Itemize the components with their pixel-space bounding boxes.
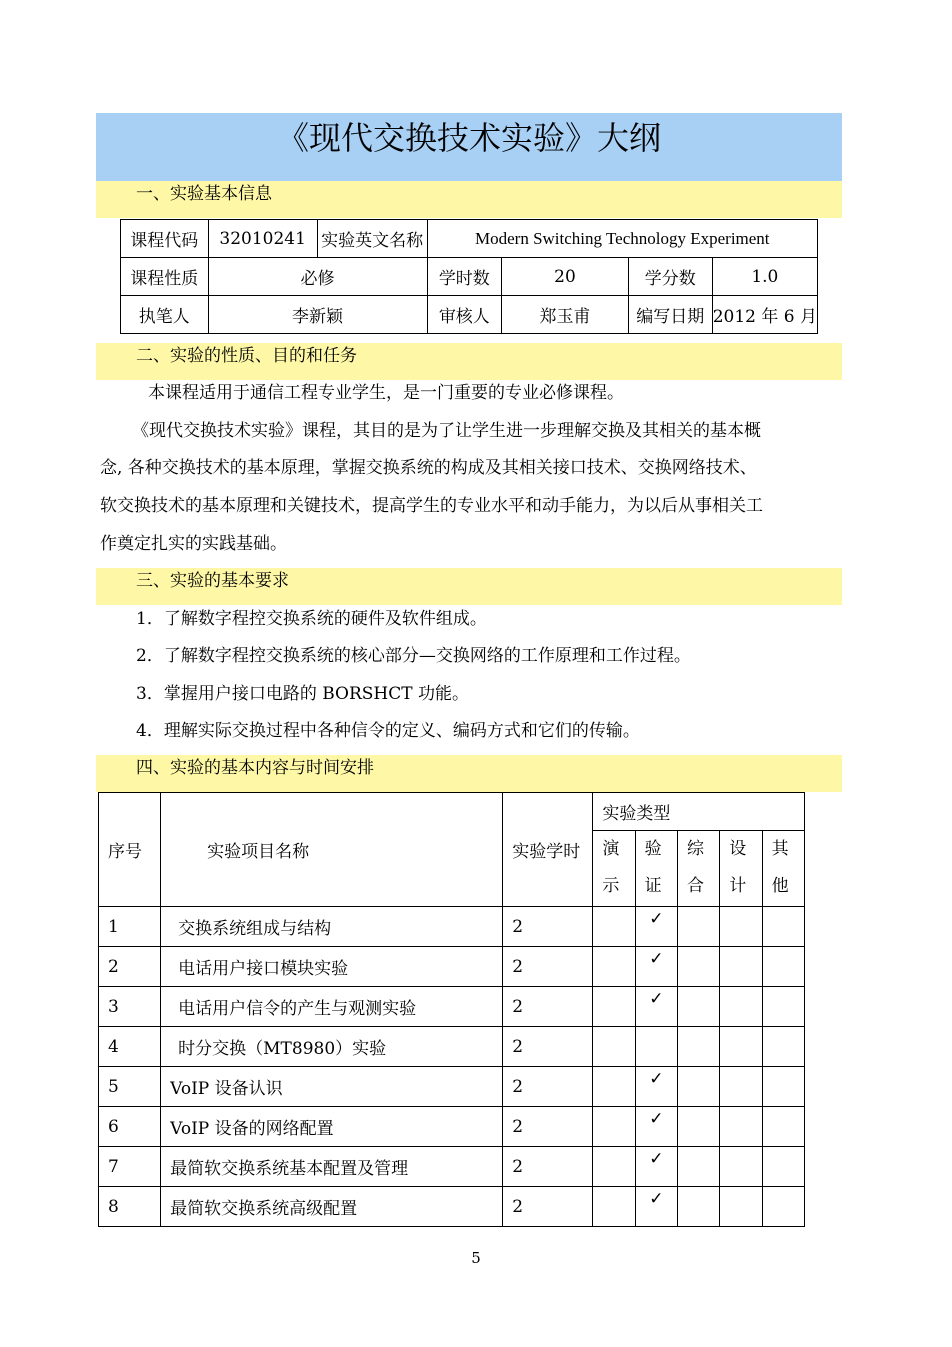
- row-name: 最简软交换系统基本配置及管理: [161, 1147, 503, 1187]
- row-name: VoIP 设备认识: [161, 1067, 503, 1107]
- author-value: 李新颖: [208, 296, 427, 334]
- course-nature-value: 必修: [208, 258, 427, 296]
- author-label: 执笔人: [121, 296, 209, 334]
- course-code-label: 课程代码: [121, 220, 209, 258]
- row-no: 4: [99, 1027, 161, 1067]
- table-row: [99, 1147, 805, 1187]
- type-comprehensive: 综 合: [677, 831, 719, 907]
- type-design: 设 计: [720, 831, 762, 907]
- cell-empty: [677, 1187, 719, 1227]
- check-icon: ✓: [635, 907, 677, 947]
- cell-empty: [720, 1067, 762, 1107]
- row-no: 3: [99, 987, 161, 1027]
- cell-empty: [593, 1147, 635, 1187]
- experiment-table: [98, 792, 805, 1227]
- check-icon: ✓: [635, 1067, 677, 1107]
- cell-empty: [762, 1067, 804, 1107]
- section-heading-purpose: 二、实验的性质、目的和任务: [96, 343, 842, 380]
- table-row: [99, 1027, 805, 1067]
- cell-empty: [593, 907, 635, 947]
- section-heading-basic-info: 一、实验基本信息: [96, 181, 842, 218]
- table-row: [121, 296, 818, 334]
- purpose-paragraph-2-line-2: 念, 各种交换技术的基本原理，掌握交换系统的构成及其相关接口技术、交换网络技术、: [100, 458, 757, 478]
- cell-empty: [593, 987, 635, 1027]
- cell-empty: [720, 1147, 762, 1187]
- row-name: 电话用户信令的产生与观测实验: [161, 987, 503, 1027]
- row-hours: 2: [503, 1067, 593, 1107]
- page-number: 5: [471, 1249, 481, 1267]
- cell-empty: [762, 1187, 804, 1227]
- cell-empty: [677, 1067, 719, 1107]
- course-nature-label: 课程性质: [121, 258, 209, 296]
- table-row: [99, 947, 805, 987]
- section-heading-content-schedule: 四、实验的基本内容与时间安排: [96, 755, 842, 792]
- purpose-paragraph-2-line-3: 软交换技术的基本原理和关键技术，提高学生的专业水平和动手能力，为以后从事相关工: [100, 496, 763, 516]
- cell-empty: [593, 1187, 635, 1227]
- cell-empty: [677, 907, 719, 947]
- row-no: 7: [99, 1147, 161, 1187]
- row-no: 1: [99, 907, 161, 947]
- type-other: 其 他: [762, 831, 804, 907]
- row-name: 电话用户接口模块实验: [161, 947, 503, 987]
- cell-empty: [677, 1147, 719, 1187]
- row-no: 5: [99, 1067, 161, 1107]
- cell-empty: [720, 1027, 762, 1067]
- table-row: [99, 1067, 805, 1107]
- table-row: [99, 1187, 805, 1227]
- cell-empty: [677, 1107, 719, 1147]
- row-hours: 2: [503, 987, 593, 1027]
- row-name: 最简软交换系统高级配置: [161, 1187, 503, 1227]
- requirement-item: 2．了解数字程控交换系统的核心部分—交换网络的工作原理和工作过程。: [136, 646, 691, 666]
- cell-empty: [720, 1187, 762, 1227]
- cell-empty: [677, 987, 719, 1027]
- row-name: 交换系统组成与结构: [161, 907, 503, 947]
- date-value: 2012 年 6 月: [712, 296, 817, 334]
- document-title: 《现代交换技术实验》大纲: [96, 113, 842, 181]
- table-header-row: [99, 793, 805, 831]
- table-row: [99, 1107, 805, 1147]
- cell-empty: [762, 1107, 804, 1147]
- header-experiment-hours: 实验学时: [503, 793, 593, 907]
- english-name-label: 实验英文名称: [317, 220, 427, 258]
- cell-empty: [593, 1107, 635, 1147]
- reviewer-value: 郑玉甫: [502, 296, 629, 334]
- row-name: VoIP 设备的网络配置: [161, 1107, 503, 1147]
- row-hours: 2: [503, 1027, 593, 1067]
- check-icon: ✓: [635, 1187, 677, 1227]
- row-no: 2: [99, 947, 161, 987]
- check-icon: ✓: [635, 947, 677, 987]
- credits-value: 1.0: [712, 258, 817, 296]
- cell-empty: [720, 907, 762, 947]
- cell-empty: [720, 987, 762, 1027]
- basic-info-table: [120, 219, 818, 334]
- row-hours: 2: [503, 1107, 593, 1147]
- purpose-paragraph-1: 本课程适用于通信工程专业学生，是一门重要的专业必修课程。: [148, 383, 624, 403]
- cell-empty: [593, 1067, 635, 1107]
- cell-empty: [762, 907, 804, 947]
- english-name-value: Modern Switching Technology Experiment: [427, 220, 817, 258]
- table-row: [121, 220, 818, 258]
- type-demo: 演 示: [593, 831, 635, 907]
- cell-empty: [635, 1027, 677, 1067]
- row-no: 6: [99, 1107, 161, 1147]
- requirement-item: 4．理解实际交换过程中各种信令的定义、编码方式和它们的传输。: [136, 721, 640, 741]
- row-hours: 2: [503, 907, 593, 947]
- purpose-paragraph-2-line-1: 《现代交换技术实验》课程，其目的是为了让学生进一步理解交换及其相关的基本概: [132, 421, 761, 441]
- cell-empty: [593, 947, 635, 987]
- check-icon: ✓: [635, 1147, 677, 1187]
- row-hours: 2: [503, 947, 593, 987]
- cell-empty: [677, 947, 719, 987]
- reviewer-label: 审核人: [427, 296, 502, 334]
- cell-empty: [762, 987, 804, 1027]
- table-row: [121, 258, 818, 296]
- cell-empty: [762, 947, 804, 987]
- date-label: 编写日期: [628, 296, 712, 334]
- purpose-paragraph-2-line-4: 作奠定扎实的实践基础。: [100, 534, 287, 554]
- type-verify: 验 证: [635, 831, 677, 907]
- table-row: [99, 907, 805, 947]
- hours-value: 20: [502, 258, 629, 296]
- hours-label: 学时数: [427, 258, 502, 296]
- check-icon: ✓: [635, 987, 677, 1027]
- cell-empty: [762, 1027, 804, 1067]
- course-code-value: 32010241: [208, 220, 317, 258]
- cell-empty: [677, 1027, 719, 1067]
- header-experiment-name: 实验项目名称: [161, 793, 503, 907]
- section-heading-requirements: 三、实验的基本要求: [96, 568, 842, 605]
- requirement-item: 3．掌握用户接口电路的 BORSHCT 功能。: [136, 684, 469, 704]
- header-experiment-type: 实验类型: [593, 793, 805, 831]
- header-no: 序号: [99, 793, 161, 907]
- requirement-item: 1．了解数字程控交换系统的硬件及软件组成。: [136, 609, 487, 629]
- row-name: 时分交换（MT8980）实验: [161, 1027, 503, 1067]
- credits-label: 学分数: [628, 258, 712, 296]
- table-row: [99, 987, 805, 1027]
- cell-empty: [593, 1027, 635, 1067]
- row-no: 8: [99, 1187, 161, 1227]
- cell-empty: [762, 1147, 804, 1187]
- row-hours: 2: [503, 1147, 593, 1187]
- cell-empty: [720, 947, 762, 987]
- row-hours: 2: [503, 1187, 593, 1227]
- check-icon: ✓: [635, 1107, 677, 1147]
- cell-empty: [720, 1107, 762, 1147]
